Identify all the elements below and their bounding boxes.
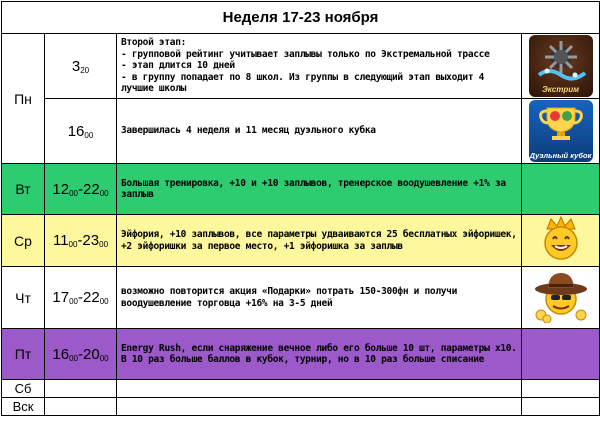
time-sunday bbox=[45, 398, 117, 416]
icon-cell-thursday bbox=[522, 267, 600, 329]
icon-cell-wednesday bbox=[522, 215, 600, 267]
time-friday: $16_{00}-20_{00}$ bbox=[45, 329, 117, 380]
event-wednesday: Эйфория, +10 заплывов, все параметры удваиваются 25 бесплатных эйфоришек, +2 эйфоришки за первое место, +1 эйфоришка за заплыв bbox=[117, 215, 522, 267]
day-label-friday: Пт bbox=[2, 329, 45, 380]
event-friday: Energy Rush, если снаряжение вечное либо его больше 10 шт, параметры х10. В 10 раз больше баллов в кубок, турнир, но в 10 раз больше списание bbox=[117, 329, 522, 380]
time-tuesday: $12_{00}-22_{00}$ bbox=[45, 164, 117, 215]
time-monday-1: $3_{20}$ bbox=[45, 34, 117, 99]
extreme-badge-icon bbox=[529, 35, 593, 97]
day-label-thursday: Чт bbox=[2, 267, 45, 329]
icon-cell-friday bbox=[522, 329, 600, 380]
day-label-saturday: Сб bbox=[2, 380, 45, 398]
event-monday-2: Завершилась 4 неделя и 11 месяц дуэльного кубка bbox=[117, 99, 522, 164]
duel-cup-badge-label: Дуэльный кубок bbox=[529, 151, 592, 160]
day-label-sunday: Вск bbox=[2, 398, 45, 416]
event-thursday: возможно повторится акция «Подарки» потрать 150-300фн и получи воодушевление торговца +16% на 3-5 дней bbox=[117, 267, 522, 329]
time-monday-2: $16_{00}$ bbox=[45, 99, 117, 164]
schedule-table bbox=[1, 1, 600, 416]
cowboy-smiley-icon bbox=[531, 267, 591, 323]
event-line: Второй этап: bbox=[121, 37, 187, 49]
icon-cell-monday-2 bbox=[522, 99, 600, 164]
icon-cell-sunday bbox=[522, 398, 600, 416]
icon-cell-tuesday bbox=[522, 164, 600, 215]
day-label-wednesday: Ср bbox=[2, 215, 45, 267]
event-saturday bbox=[117, 380, 522, 398]
time-saturday bbox=[45, 380, 117, 398]
event-sunday bbox=[117, 398, 522, 416]
event-line: - этап длится 10 дней bbox=[121, 60, 235, 72]
extreme-badge-label: Экстрим bbox=[541, 85, 580, 94]
duel-cup-badge-icon bbox=[529, 100, 593, 162]
event-line: - групповой рейтинг учитывает заплывы только по Экстремальной трассе bbox=[121, 48, 490, 60]
time-thursday: $17_{00}-22_{00}$ bbox=[45, 267, 117, 329]
week-title: Неделя 17-23 ноября bbox=[2, 2, 600, 34]
event-line: - в группу попадает по 8 школ. Из группы в следующий этап выходит 4 лучшие школы bbox=[121, 71, 485, 95]
time-wednesday: $11_{00}-23_{00}$ bbox=[45, 215, 117, 267]
day-label-tuesday: Вт bbox=[2, 164, 45, 215]
event-tuesday: Большая тренировка, +10 и +10 заплывов, тренерское воодушевление +1% за заплыв bbox=[117, 164, 522, 215]
day-label-monday: Пн bbox=[2, 34, 45, 164]
crowned-smiley-icon bbox=[535, 215, 587, 261]
icon-cell-saturday bbox=[522, 380, 600, 398]
icon-cell-monday-1 bbox=[522, 34, 600, 99]
event-monday-1 bbox=[117, 34, 522, 99]
